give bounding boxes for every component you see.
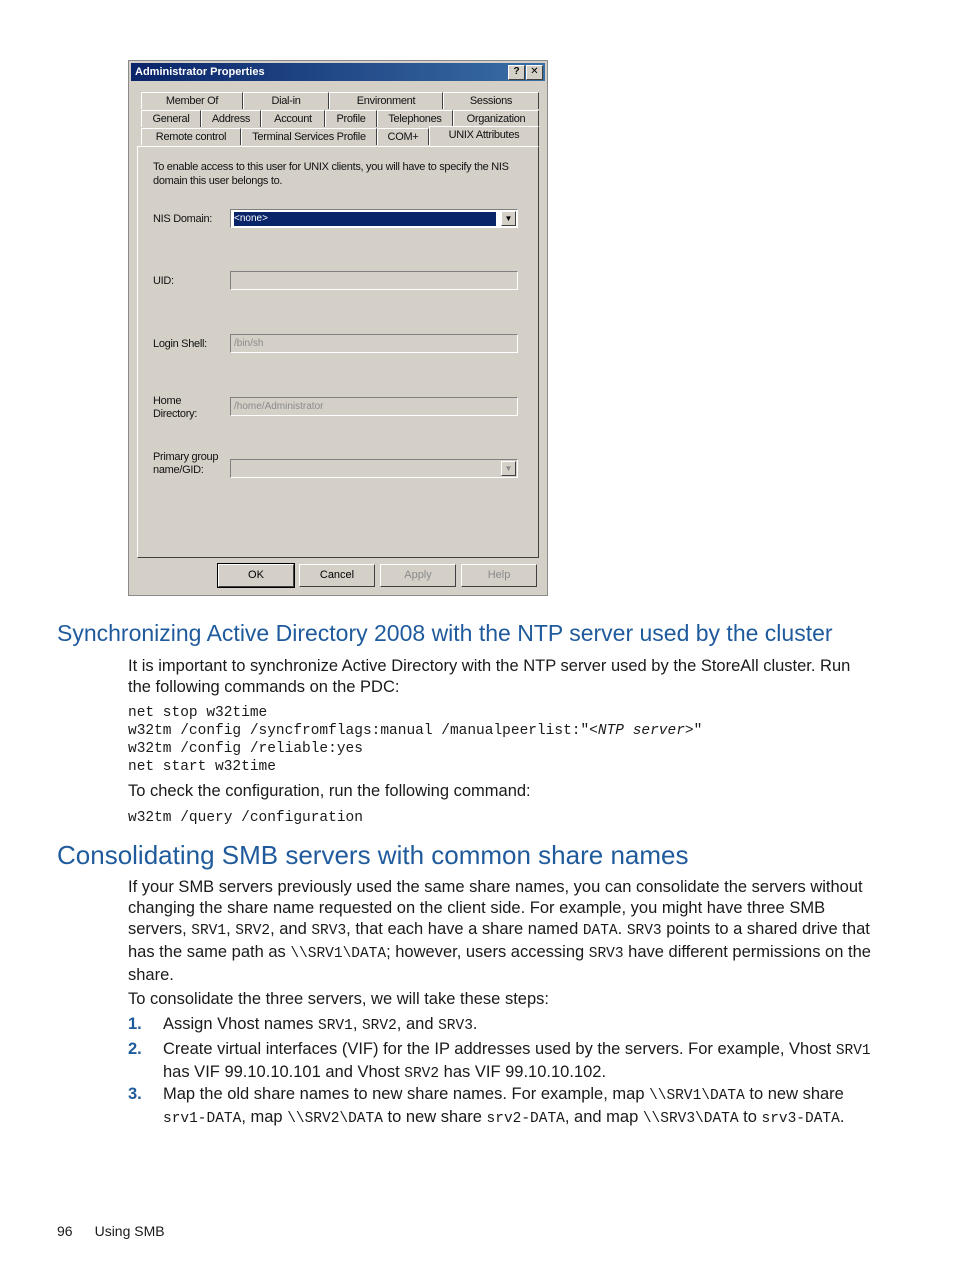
- list-text: [163, 1039, 873, 1085]
- tab-row-2: [137, 110, 539, 127]
- page-number: 96: [57, 1223, 73, 1239]
- code-text: w32tm /config /syncfromflags:manual /manualpeerlist:"<: [128, 723, 598, 739]
- server-name: SRV2: [404, 1066, 440, 1082]
- share-name: srv1-DATA: [163, 1111, 242, 1127]
- dialog-title: Administrator Properties: [135, 66, 265, 78]
- tab-profile[interactable]: Profile: [325, 110, 377, 127]
- home-directory-field[interactable]: /home/Administrator: [230, 397, 518, 416]
- code-variable: NTP server: [597, 723, 685, 739]
- text: ,: [352, 1015, 362, 1033]
- tab-row-1: [137, 92, 539, 109]
- text: to new share: [744, 1085, 844, 1103]
- list-text: [163, 1014, 873, 1037]
- login-shell-field[interactable]: /bin/sh: [230, 334, 518, 353]
- share-path: \\SRV1\DATA: [290, 946, 387, 962]
- tab-sessions[interactable]: Sessions: [443, 92, 539, 109]
- close-icon[interactable]: ✕: [526, 65, 543, 80]
- share-name: DATA: [582, 923, 618, 939]
- server-name: SRV3: [311, 923, 347, 939]
- server-name: SRV3: [438, 1018, 473, 1034]
- code-text: >": [684, 723, 703, 739]
- text: .: [839, 1108, 845, 1126]
- code-line: [128, 722, 702, 740]
- text: to: [738, 1108, 762, 1126]
- ok-button[interactable]: OK: [218, 564, 294, 587]
- group-label-line1: Primary group: [153, 451, 219, 463]
- section1-intro: It is important to synchronize Active Directory with the NTP server used by the StoreAll cluster. Run the following commands on the PDC:: [128, 657, 851, 696]
- administrator-properties-dialog: [128, 60, 548, 596]
- text: Map the old share names to new share names. For example, map: [163, 1085, 650, 1103]
- text: Assign Vhost names: [163, 1015, 318, 1033]
- panel-intro: To enable access to this user for UNIX clients, you will have to specify the NIS domain this user belongs to.: [153, 161, 509, 187]
- tab-account[interactable]: Account: [261, 110, 325, 127]
- server-name: SRV3: [588, 946, 624, 962]
- home-directory-label: [153, 395, 197, 421]
- text: , and: [270, 920, 312, 938]
- server-name: SRV1: [191, 923, 227, 939]
- code-line: net stop w32time: [128, 705, 268, 721]
- nis-domain-select[interactable]: [230, 209, 518, 228]
- home-label-line2: Directory:: [153, 408, 198, 420]
- server-name: SRV2: [235, 923, 271, 939]
- share-path: \\SRV1\DATA: [649, 1088, 745, 1104]
- text: ; however, users accessing: [386, 943, 589, 961]
- share-path: \\SRV3\DATA: [642, 1111, 739, 1127]
- text: ,: [226, 920, 236, 938]
- primary-group-label: [153, 451, 218, 477]
- group-label-line2: name/GID:: [153, 464, 204, 476]
- login-shell-label: Login Shell:: [153, 338, 207, 350]
- list-number: 3.: [128, 1085, 142, 1103]
- tab-environment[interactable]: Environment: [329, 92, 443, 109]
- page-footer: [57, 1223, 187, 1239]
- section-heading-smb-consolidation: Consolidating SMB servers with common share names: [57, 840, 689, 870]
- server-name: SRV1: [835, 1043, 871, 1059]
- tab-telephones[interactable]: Telephones: [377, 110, 453, 127]
- text: points to a shared drive that has the same path as: [128, 920, 870, 961]
- text: , map: [241, 1108, 288, 1126]
- tab-general[interactable]: General: [141, 110, 201, 127]
- primary-group-select[interactable]: [230, 459, 518, 478]
- tab-unix-attributes[interactable]: UNIX Attributes: [429, 126, 539, 146]
- nis-domain-value: <none>: [234, 212, 496, 226]
- section-heading-ntp-sync: Synchronizing Active Directory 2008 with the NTP server used by the cluster: [57, 620, 833, 646]
- server-name: SRV2: [361, 1018, 397, 1034]
- server-name: SRV1: [318, 1018, 353, 1034]
- text: has VIF 99.10.10.102.: [439, 1063, 607, 1081]
- dialog-titlebar: [131, 63, 545, 81]
- share-name: srv3-DATA: [761, 1111, 840, 1127]
- cancel-button[interactable]: Cancel: [299, 564, 375, 587]
- code-line: net start w32time: [128, 759, 276, 775]
- tab-member-of[interactable]: Member Of: [141, 92, 243, 109]
- apply-button[interactable]: Apply: [380, 564, 456, 587]
- share-name: srv2-DATA: [486, 1111, 565, 1127]
- text: , and map: [564, 1108, 643, 1126]
- tab-row-3: [137, 128, 539, 145]
- check-config-command: w32tm /query /configuration: [128, 810, 363, 826]
- text: .: [617, 920, 627, 938]
- chevron-down-icon[interactable]: ▼: [501, 211, 516, 226]
- share-path: \\SRV2\DATA: [287, 1111, 383, 1127]
- server-name: SRV3: [626, 923, 662, 939]
- ntp-command-block: [128, 704, 702, 776]
- list-number: 2.: [128, 1040, 142, 1058]
- tab-terminal-services-profile[interactable]: Terminal Services Profile: [241, 128, 377, 145]
- code-line: w32tm /config /reliable:yes: [128, 741, 363, 757]
- unix-attributes-panel: [137, 146, 539, 558]
- uid-label: UID:: [153, 275, 174, 287]
- text: Create virtual interfaces (VIF) for the IP addresses used by the servers. For example, Vhost: [163, 1040, 836, 1058]
- uid-field[interactable]: [230, 271, 518, 290]
- chevron-down-icon[interactable]: ▼: [501, 461, 516, 476]
- text: If your SMB servers previously used the same share names, you can consolidate the servers without changing the share name requested on the client side. For example, you might have three SMB servers,: [128, 878, 863, 938]
- tab-com-plus[interactable]: COM+: [377, 128, 429, 145]
- home-label-line1: Home: [153, 395, 182, 407]
- help-button[interactable]: Help: [461, 564, 537, 587]
- tab-organization[interactable]: Organization: [453, 110, 539, 127]
- tab-remote-control[interactable]: Remote control: [141, 128, 241, 145]
- text: , that each have a share named: [346, 920, 583, 938]
- list-text: [163, 1084, 873, 1130]
- footer-section: Using SMB: [94, 1223, 165, 1239]
- text: have different permissions on the share.: [128, 943, 871, 984]
- text: has VIF 99.10.10.101 and Vhost: [163, 1063, 405, 1081]
- check-config-text: To check the configuration, run the following command:: [128, 782, 531, 800]
- help-icon[interactable]: ?: [508, 65, 525, 80]
- text: , and: [396, 1015, 439, 1033]
- tab-address[interactable]: Address: [201, 110, 261, 127]
- nis-domain-label: NIS Domain:: [153, 213, 213, 225]
- list-number: 1.: [128, 1015, 142, 1033]
- text: .: [472, 1015, 478, 1033]
- section2-paragraph: [128, 877, 873, 986]
- steps-intro: To consolidate the three servers, we will take these steps:: [128, 990, 549, 1008]
- text: to new share: [382, 1108, 487, 1126]
- tab-dial-in[interactable]: Dial-in: [243, 92, 329, 109]
